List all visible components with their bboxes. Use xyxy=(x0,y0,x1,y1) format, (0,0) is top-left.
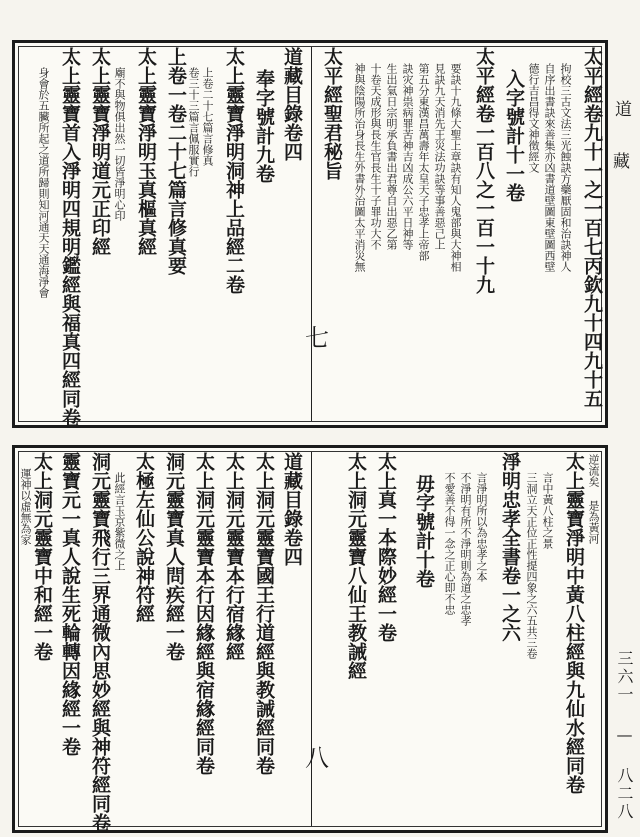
top-col-22: 太上靈寶首入淨明四規明鑑經與福真四經同卷 xyxy=(59,47,81,427)
bottom-col-11: 道藏目錄卷四 xyxy=(281,452,303,566)
bottom-col-18: 此經言玉京紫微之上 xyxy=(113,472,126,571)
top-col-1: 太平經卷九十一之一百七丙欽九十四九十五 xyxy=(581,47,603,408)
bottom-page-panel xyxy=(12,445,608,833)
top-col-5: 入字號計十一卷 xyxy=(503,69,525,202)
bottom-col-2: 太上靈寶淨明中黃八柱經與九仙水經同卷 xyxy=(563,452,585,794)
bottom-col-17: 太極左仙公說神符經 xyxy=(133,452,155,623)
bottom-col-4: 三洞立天正位正性提四象之六五共三卷 xyxy=(525,472,538,659)
top-page-panel xyxy=(12,40,608,428)
top-col-17: 奉字號計九卷 xyxy=(253,69,275,183)
top-small-col-2: 卷三十三篇言佩服實行 xyxy=(187,67,200,177)
top-small-col-4: 身會於五臟所起之道所歸則知河通天天通海淨會 xyxy=(37,67,50,298)
top-col-12: 十卷天成形與長生官長生十子罪功大不 xyxy=(369,63,382,250)
top-col-16: 道藏目錄卷四 xyxy=(281,47,303,161)
top-fishtail-page: 七 xyxy=(305,324,329,352)
collection-title-char-1: 道 xyxy=(611,100,631,117)
bottom-col-16: 洞元靈寶真人問疾經一卷 xyxy=(163,452,185,661)
bottom-fishtail-page: 八 xyxy=(305,744,329,772)
top-col-20: 太上靈寶淨明玉真樞真經 xyxy=(135,47,157,256)
bottom-col-9: 毋字號計十卷 xyxy=(413,474,435,588)
top-col-21: 太上靈寶淨明道元正印經 xyxy=(89,47,111,256)
top-col-7: 要訣十九條大聖上章訣有知人鬼部與大神相 xyxy=(449,63,462,272)
bottom-col-5: 淨明忠孝全書卷一之六 xyxy=(499,452,521,642)
bottom-col-15: 太上洞元靈寶本行因緣經與宿緣經同卷 xyxy=(193,452,215,775)
top-col-4: 德行吉昌得文神徵經文 xyxy=(527,63,540,173)
top-fold-rule xyxy=(311,47,312,421)
top-col-15: 太平經聖君秘旨 xyxy=(321,47,343,180)
bottom-col-13: 太上洞元靈寶國王行道經與教誡經同卷 xyxy=(253,452,275,775)
top-col-3: 自序出書訣來善集亦凶書道壁圖東壁圖西壁 xyxy=(543,63,556,272)
top-col-2: 拘校三古文法三光蝕訣方藥厭固和治訣神人 xyxy=(559,63,572,272)
collection-title-char-2: 藏 xyxy=(609,152,629,169)
page-number: 三六一 — 八二八 xyxy=(615,650,634,821)
bottom-col-21: 太上洞元靈寶中和經一卷 xyxy=(31,452,53,661)
bottom-col-12: 太上洞元靈寶八仙王教誡經 xyxy=(345,452,367,680)
bottom-col-19: 洞元靈寶飛行三界通微內思妙經與神符經同卷 xyxy=(89,452,111,832)
bottom-col-8: 不愛善不得一念之正心即不忠 xyxy=(443,472,456,615)
top-col-19: 上卷一卷二十七篇言修真要 xyxy=(165,47,187,275)
bottom-col-22: 運神以虛無為家 xyxy=(19,468,32,545)
top-small-col-3: 廟不與物俱出然一切皆淨明心印 xyxy=(113,67,126,221)
top-col-10: 訣灾神祟病罪苦神吉凶成公六平日神等 xyxy=(401,63,414,250)
top-col-13: 神與陰陽所治身長生外書外治圖太平消災無 xyxy=(353,63,366,272)
top-col-11: 生出氣日宗明承負書出君尊自出惡乙第 xyxy=(385,63,398,250)
top-col-18: 太上靈寶淨明洞神上品經二卷 xyxy=(223,47,245,294)
top-col-8: 見訣九天消先王災法功訣等事善惡己上 xyxy=(433,63,446,250)
top-col-9: 第五分東漢昌萬壽年太皇天子忠孝上帝部 xyxy=(417,63,430,261)
top-col-6: 太平經卷一百八之一百一十九 xyxy=(473,47,495,294)
bottom-col-1: 逆流矣 是為黃河 xyxy=(587,454,600,544)
bottom-col-14: 太上洞元靈寶本行宿緣經 xyxy=(223,452,245,661)
bottom-col-7: 不淨明有所不淨明則為道之忠孝 xyxy=(459,472,472,626)
bottom-col-3: 言中黃八柱之景 xyxy=(541,472,554,549)
top-small-col-1: 上卷二十七篇言修真 xyxy=(201,67,214,166)
bottom-col-6: 言淨明所以為忠孝之本 xyxy=(475,472,488,582)
bottom-col-10: 太上真一本際妙經一卷 xyxy=(375,452,397,642)
bottom-col-20: 靈寶元一真人說生死輪轉因緣經一卷 xyxy=(59,452,81,756)
